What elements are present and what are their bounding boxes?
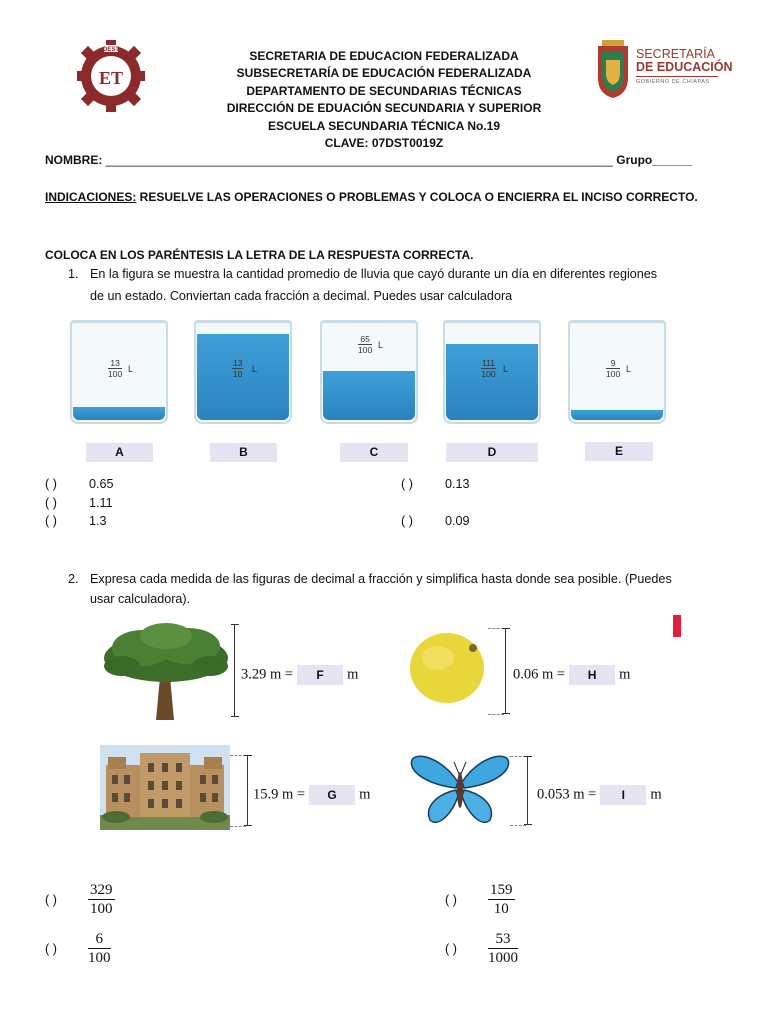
beaker-unit: L [128,364,134,374]
secretaria-logo [594,38,733,100]
denominator: 100 [90,901,113,917]
beaker [443,320,541,424]
numerator: 329 [90,882,113,898]
fraction-option-paren[interactable]: ( ) [45,942,57,956]
measure-unit: m [619,666,631,683]
fraction-option-paren[interactable]: ( ) [445,893,457,907]
beaker-numerator: 13 [233,358,243,368]
logo-title-1: SECRETARÍA [636,47,715,61]
header-line: SECRETARIA DE EDUCACION FEDERALIZADA [249,49,519,63]
option-row[interactable] [401,514,470,528]
answer-paren[interactable]: ( ) [401,477,413,491]
q2-number: 2. [68,572,79,586]
beaker-unit: L [252,364,258,374]
beaker-unit: L [378,340,384,350]
beaker-water [73,407,165,420]
header-line: DIRECCIÓN DE EDUACIÓN SECUNDARIA Y SUPERIOR [226,101,542,116]
beaker-denominator: 10 [233,369,243,379]
option-value: 0.13 [445,477,470,491]
beaker-denominator: 100 [606,369,621,379]
answer-paren[interactable]: ( ) [45,477,57,491]
lemon-image [408,628,488,706]
measure-building [253,785,370,805]
grupo-label[interactable]: Grupo______ [616,153,693,167]
beaker-denominator: 100 [108,369,123,379]
nombre-blank[interactable]: ____________________________________________________________________________ [105,153,613,167]
butterfly-image [410,754,510,828]
header-line: SUBSECRETARÍA DE EDUCACIÓN FEDERALIZADA [236,66,532,81]
instructions [45,190,698,204]
school-logo-text: DEST [102,47,120,53]
coat-of-arms-icon [594,38,632,100]
q2-line2: usar calculadora). [90,592,191,606]
beaker-label: C [340,443,408,462]
header-line: DEPARTAMENTO DE SECUNDARIAS TÉCNICAS [246,83,522,98]
q1-line2: de un estado. Conviertan cada fracción a decimal. Puedes usar calculadora [90,289,513,303]
beaker [70,320,168,424]
building-image [100,745,230,830]
measure-value: 0.053 m = [537,786,597,803]
beaker-unit: L [626,364,632,374]
instructions-text: RESUELVE LAS OPERACIONES O PROBLEMAS Y COLOCA O ENCIERRA EL INCISO CORRECTO. [136,190,698,204]
beaker-fraction [481,358,496,379]
numerator: 6 [88,930,111,949]
measure-unit: m [359,786,371,803]
option-value: 1.3 [89,514,107,528]
beaker-denominator: 100 [481,369,496,379]
answer-box-f[interactable]: F [297,665,343,685]
q1-line1: En la figura se muestra la cantidad promedio de lluvia que cayó durante un día en diferentes regiones [90,267,658,281]
q1-number: 1. [68,267,79,281]
answer-box-i[interactable]: I [600,785,646,805]
answer-box-g[interactable]: G [309,785,355,805]
school-logo [68,36,154,116]
denominator: 100 [88,950,111,966]
nombre-field[interactable] [45,153,692,167]
beaker [194,320,292,424]
school-logo-inner: ET [98,68,124,88]
option-row[interactable] [45,477,114,491]
beaker-label: E [585,442,653,461]
instructions-label: INDICACIONES: [45,190,137,204]
measure-value: 0.06 m = [513,666,566,683]
fraction-option [88,930,111,967]
nombre-label: NOMBRE: [45,153,103,167]
measure-unit: m [347,666,359,683]
beaker-fraction [606,358,620,379]
beaker-label: D [446,443,538,462]
header-line: ESCUELA SECUNDARIA TÉCNICA No.19 [267,118,501,133]
option-value: 0.65 [89,477,114,491]
beaker-label: B [210,443,277,462]
answer-paren[interactable]: ( ) [45,496,57,510]
beaker-unit: L [503,364,509,374]
answer-paren[interactable]: ( ) [401,514,413,528]
beaker [568,320,666,424]
numerator: 159 [490,882,513,898]
beaker-fraction [108,358,122,379]
header-line: CLAVE: 07DST0019Z [324,136,444,151]
measure-tree [241,665,358,685]
beaker-water [323,371,415,420]
option-row[interactable] [45,496,113,510]
red-mark [673,615,681,637]
document-header [150,48,618,152]
option-value: 1.11 [89,496,113,510]
beaker-numerator: 65 [358,334,372,345]
measure-unit: m [650,786,662,803]
tree-image [102,622,230,722]
answer-paren[interactable]: ( ) [45,514,57,528]
denominator: 10 [493,901,509,917]
beaker-numerator: 111 [482,358,495,368]
beaker-water [446,344,538,420]
option-value: 0.09 [445,514,470,528]
beaker [320,320,418,424]
fraction-option-paren[interactable]: ( ) [45,893,57,907]
beaker-fraction [232,358,243,379]
beaker-water [571,410,663,420]
beaker-fraction [358,334,372,355]
beaker-label: A [86,443,153,462]
beaker-numerator: 9 [606,358,620,369]
fraction-option [488,930,518,967]
measure-value: 15.9 m = [253,786,306,803]
fraction-option [88,881,115,918]
section1-heading: COLOCA EN LOS PARÉNTESIS LA LETRA DE LA RESPUESTA CORRECTA. [45,248,474,262]
beaker-denominator: 100 [358,345,373,355]
q2-line1: Expresa cada medida de las figuras de decimal a fracción y simplifica hasta donde sea posible. (Puedes [90,572,672,586]
option-row[interactable] [401,477,470,491]
measure-lemon [513,665,630,685]
measure-butterfly [537,785,662,805]
logo-title-2: DE EDUCACIÓN [636,60,733,74]
option-row[interactable] [45,514,107,528]
fraction-option [488,881,515,918]
measure-value: 3.29 m = [241,666,294,683]
logo-subtitle: GOBIERNO DE CHIAPAS [636,79,710,85]
fraction-option-paren[interactable]: ( ) [445,942,457,956]
beaker-numerator: 13 [108,358,122,369]
numerator: 53 [488,930,518,949]
denominator: 1000 [488,950,518,966]
answer-box-h[interactable]: H [569,665,615,685]
